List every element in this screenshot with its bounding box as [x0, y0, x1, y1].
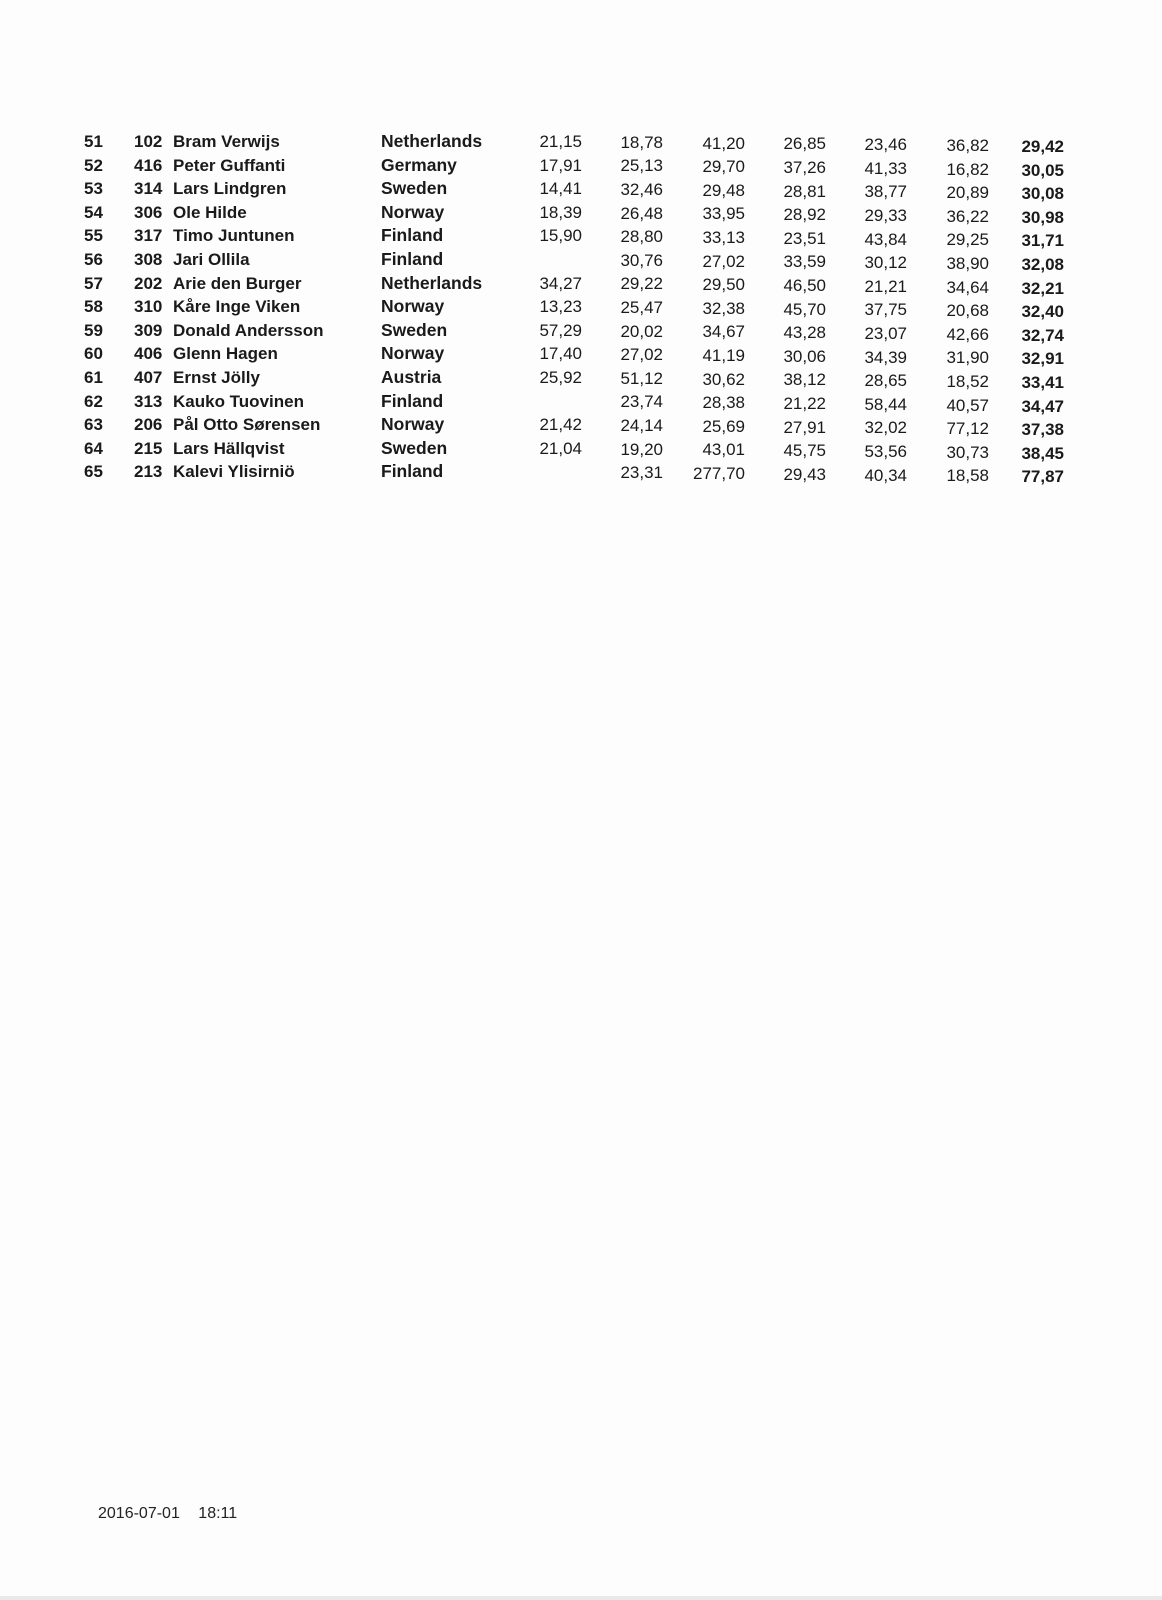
score-cell: 25,13	[620, 156, 663, 176]
rank-cell: 52	[84, 155, 103, 175]
score-cell: 17,40	[539, 344, 582, 364]
score-cell: 18,39	[539, 202, 582, 222]
bib-cell: 310	[134, 297, 163, 317]
bib-cell: 102	[134, 132, 163, 151]
score-cell: 32,02	[864, 418, 907, 438]
score-cell: 37,26	[783, 157, 826, 177]
result-row	[70, 224, 1070, 251]
score-cell: 28,80	[620, 227, 663, 247]
score-cell: 28,38	[702, 393, 745, 413]
bib-cell: 406	[134, 344, 163, 364]
bib-cell: 306	[134, 202, 163, 222]
rank-cell: 56	[84, 249, 103, 269]
score-cell: 23,46	[864, 135, 907, 155]
country-cell: Norway	[381, 296, 445, 317]
athlete-name-cell: Ole Hilde	[173, 202, 247, 222]
score-cell: 58,44	[864, 394, 907, 414]
rank-cell: 51	[84, 132, 103, 151]
total-cell: 32,74	[1021, 325, 1064, 345]
page-edge	[0, 1596, 1162, 1600]
score-cell: 27,02	[702, 251, 745, 271]
score-cell: 28,81	[783, 181, 826, 201]
score-cell: 33,59	[783, 252, 826, 272]
score-cell: 16,82	[946, 159, 989, 179]
score-cell: 77,12	[946, 419, 989, 439]
total-cell: 32,91	[1021, 349, 1064, 369]
score-cell: 38,77	[864, 182, 907, 202]
result-row	[70, 154, 1070, 178]
total-cell: 29,42	[1021, 137, 1064, 156]
result-row	[70, 177, 1070, 204]
total-cell: 32,21	[1021, 278, 1064, 298]
score-cell: 43,28	[783, 323, 826, 343]
athlete-name-cell: Pål Otto Sørensen	[173, 415, 321, 435]
country-cell: Sweden	[381, 437, 448, 458]
score-cell: 30,06	[783, 346, 826, 366]
athlete-name-cell: Kalevi Ylisirniö	[173, 462, 295, 482]
country-cell: Finland	[381, 248, 444, 269]
total-cell: 34,47	[1021, 396, 1064, 416]
country-cell: Austria	[381, 366, 442, 387]
result-row	[70, 295, 1070, 322]
score-cell: 277,70	[693, 463, 745, 483]
total-cell: 30,08	[1021, 184, 1064, 204]
score-cell: 23,31	[620, 463, 663, 483]
result-row	[70, 366, 1070, 390]
bib-cell: 309	[134, 320, 163, 340]
score-cell: 30,76	[620, 250, 663, 270]
score-cell: 36,22	[946, 206, 989, 226]
print-date: 2016-07-01	[98, 1505, 180, 1522]
score-cell: 23,51	[783, 228, 826, 248]
score-cell: 38,90	[946, 253, 989, 273]
total-cell: 31,71	[1021, 231, 1064, 251]
bib-cell: 416	[134, 155, 163, 175]
score-cell: 29,22	[620, 274, 663, 294]
bib-cell: 206	[134, 415, 163, 435]
score-cell: 41,19	[702, 345, 745, 365]
result-row	[70, 201, 1070, 225]
score-cell: 21,15	[539, 132, 582, 151]
score-cell: 34,67	[702, 322, 745, 342]
country-cell: Netherlands	[381, 131, 483, 151]
athlete-name-cell: Ernst Jölly	[173, 367, 260, 387]
total-cell: 32,40	[1021, 302, 1064, 322]
country-cell: Norway	[381, 201, 445, 222]
score-cell: 29,43	[783, 464, 826, 484]
score-cell: 18,58	[946, 466, 989, 486]
score-cell: 25,69	[702, 416, 745, 436]
rank-cell: 61	[84, 367, 103, 387]
score-cell: 21,22	[783, 393, 826, 413]
country-cell: Norway	[381, 343, 445, 364]
score-cell: 30,12	[864, 253, 907, 273]
bib-cell: 314	[134, 179, 163, 199]
score-cell: 38,12	[783, 370, 826, 390]
score-cell: 25,92	[539, 367, 582, 387]
rank-cell: 65	[84, 462, 103, 482]
bib-cell: 317	[134, 226, 163, 246]
score-cell: 23,74	[620, 392, 663, 412]
score-cell: 41,20	[702, 133, 745, 153]
score-cell: 30,73	[946, 442, 989, 462]
score-cell: 32,46	[620, 179, 663, 199]
country-cell: Finland	[381, 461, 444, 482]
result-row	[70, 413, 1070, 440]
athlete-name-cell: Donald Andersson	[173, 320, 324, 340]
results-table	[70, 130, 1070, 487]
score-cell: 46,50	[783, 275, 826, 295]
total-cell: 33,41	[1021, 372, 1064, 392]
score-cell: 33,13	[702, 227, 745, 247]
rank-cell: 60	[84, 344, 103, 364]
country-cell: Germany	[381, 154, 457, 175]
score-cell: 27,91	[783, 417, 826, 437]
athlete-name-cell: Bram Verwijs	[173, 132, 280, 151]
athlete-name-cell: Lars Lindgren	[173, 179, 287, 199]
score-cell: 24,14	[620, 415, 663, 435]
score-cell: 14,41	[539, 179, 582, 199]
score-cell: 31,90	[946, 348, 989, 368]
bib-cell: 407	[134, 367, 163, 387]
athlete-name-cell: Kauko Tuovinen	[173, 391, 304, 411]
score-cell: 21,42	[539, 415, 582, 435]
rank-cell: 55	[84, 226, 103, 246]
score-cell: 29,50	[702, 275, 745, 295]
total-cell: 38,45	[1021, 443, 1064, 463]
score-cell: 15,90	[539, 226, 582, 246]
rank-cell: 58	[84, 297, 103, 317]
score-cell: 20,68	[946, 301, 989, 321]
bib-cell: 215	[134, 438, 163, 458]
result-row	[70, 437, 1070, 461]
score-cell: 29,33	[864, 205, 907, 225]
score-cell: 32,38	[702, 298, 745, 318]
result-row	[70, 272, 1070, 296]
athlete-name-cell: Lars Hällqvist	[173, 438, 285, 458]
score-cell: 34,39	[864, 347, 907, 367]
score-cell: 41,33	[864, 158, 907, 178]
score-cell: 37,75	[864, 300, 907, 320]
score-cell: 27,02	[620, 345, 663, 365]
total-cell: 77,87	[1021, 467, 1064, 487]
country-cell: Finland	[381, 225, 444, 246]
result-row	[70, 248, 1070, 272]
athlete-name-cell: Jari Ollila	[173, 249, 250, 269]
rank-cell: 64	[84, 438, 103, 458]
athlete-name-cell: Arie den Burger	[173, 273, 302, 293]
result-row	[70, 319, 1070, 343]
score-cell: 29,25	[946, 230, 989, 250]
score-cell: 20,02	[620, 321, 663, 341]
country-cell: Sweden	[381, 319, 448, 340]
score-cell: 43,84	[864, 229, 907, 249]
bib-cell: 213	[134, 462, 163, 482]
score-cell: 26,85	[783, 134, 826, 154]
result-row	[70, 130, 1070, 154]
bib-cell: 313	[134, 391, 163, 411]
athlete-name-cell: Kåre Inge Viken	[173, 297, 301, 317]
score-cell: 20,89	[946, 183, 989, 203]
bib-cell: 308	[134, 249, 163, 269]
score-cell: 40,34	[864, 465, 907, 485]
score-cell: 53,56	[864, 441, 907, 461]
score-cell: 29,48	[702, 180, 745, 200]
print-timestamp	[98, 1505, 237, 1523]
rank-cell: 59	[84, 320, 103, 340]
score-cell: 28,65	[864, 371, 907, 391]
rank-cell: 63	[84, 415, 103, 435]
rank-cell: 53	[84, 179, 103, 199]
athlete-name-cell: Timo Juntunen	[173, 226, 295, 246]
score-cell: 25,47	[620, 297, 663, 317]
athlete-name-cell: Glenn Hagen	[173, 344, 278, 364]
score-cell: 21,04	[539, 438, 582, 458]
score-cell: 17,91	[539, 155, 582, 175]
print-time: 18:11	[198, 1505, 238, 1522]
score-cell: 18,52	[946, 371, 989, 391]
athlete-name-cell: Peter Guffanti	[173, 155, 286, 175]
total-cell: 30,05	[1021, 160, 1064, 180]
country-cell: Netherlands	[381, 272, 483, 293]
score-cell: 34,64	[946, 277, 989, 297]
country-cell: Finland	[381, 390, 444, 411]
score-cell: 51,12	[620, 368, 663, 388]
result-row	[70, 342, 1070, 369]
score-cell: 57,29	[539, 320, 582, 340]
result-row	[70, 390, 1070, 414]
score-cell: 19,20	[620, 439, 663, 459]
score-cell: 45,75	[783, 441, 826, 461]
score-cell: 30,62	[702, 369, 745, 389]
rank-cell: 62	[84, 391, 103, 411]
score-cell: 40,57	[946, 395, 989, 415]
score-cell: 26,48	[620, 203, 663, 223]
score-cell: 13,23	[539, 297, 582, 317]
score-cell: 23,07	[864, 323, 907, 343]
score-cell: 43,01	[702, 440, 745, 460]
country-cell: Norway	[381, 414, 445, 435]
total-cell: 32,08	[1021, 254, 1064, 274]
score-cell: 45,70	[783, 299, 826, 319]
score-cell: 34,27	[539, 273, 582, 293]
score-cell: 21,21	[864, 276, 907, 296]
rank-cell: 57	[84, 273, 103, 293]
bib-cell: 202	[134, 273, 163, 293]
score-cell: 28,92	[783, 205, 826, 225]
result-row	[70, 460, 1070, 487]
score-cell: 18,78	[620, 132, 663, 152]
score-cell: 36,82	[946, 136, 989, 155]
score-cell: 29,70	[702, 157, 745, 177]
score-cell: 33,95	[702, 204, 745, 224]
total-cell: 37,38	[1021, 420, 1064, 440]
score-cell: 42,66	[946, 324, 989, 344]
country-cell: Sweden	[381, 178, 448, 199]
rank-cell: 54	[84, 202, 103, 222]
total-cell: 30,98	[1021, 207, 1064, 227]
